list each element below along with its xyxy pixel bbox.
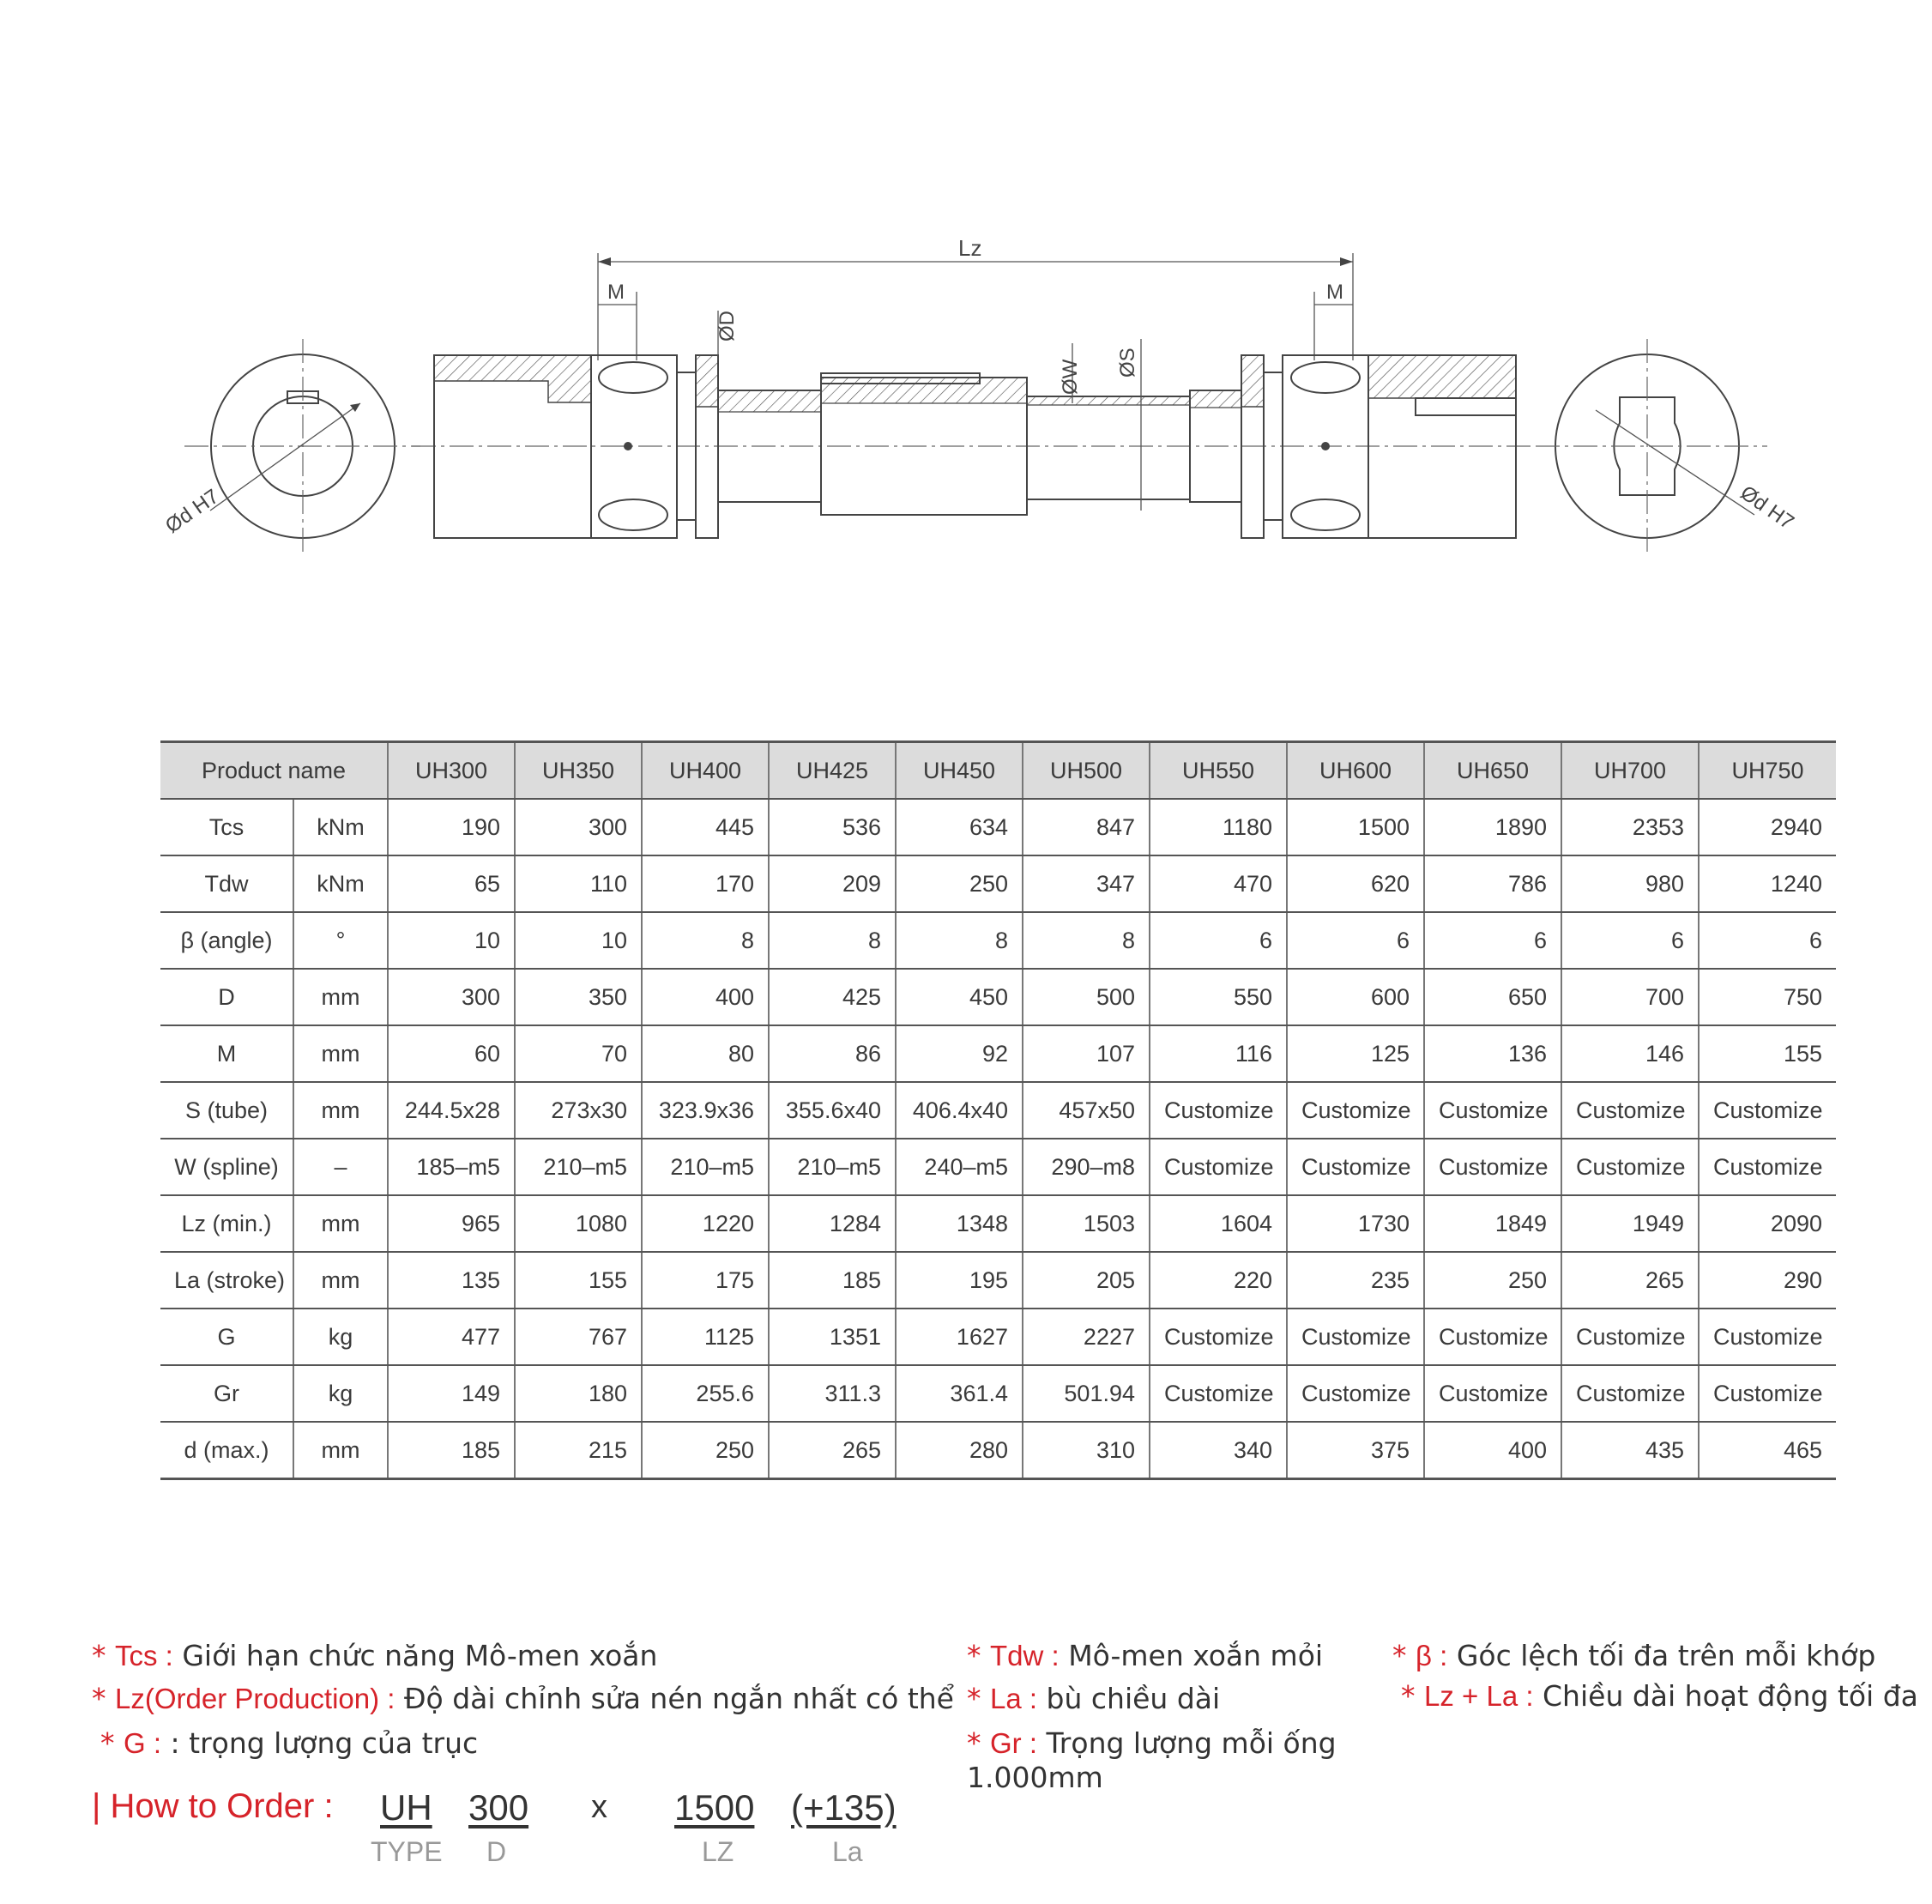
row-unit: kNm <box>293 855 388 912</box>
table-cell: 155 <box>1699 1025 1836 1082</box>
table-cell: 310 <box>1023 1422 1150 1479</box>
table-cell: Customize <box>1287 1309 1424 1365</box>
table-cell: 1604 <box>1150 1195 1287 1252</box>
table-row <box>160 1252 1836 1309</box>
table-cell: 6 <box>1699 912 1836 969</box>
dim-lz <box>598 235 1353 360</box>
table-cell: Customize <box>1424 1139 1561 1195</box>
dim-d-right: Ød H7 <box>1736 481 1798 535</box>
table-cell: 350 <box>515 969 642 1025</box>
table-cell: 1890 <box>1424 799 1561 855</box>
table-cell: 400 <box>642 969 769 1025</box>
table-cell: 1125 <box>642 1309 769 1365</box>
row-unit: kg <box>293 1309 388 1365</box>
table-cell: 1949 <box>1561 1195 1699 1252</box>
table-cell: 300 <box>388 969 515 1025</box>
header-model: UH425 <box>769 742 896 800</box>
table-cell: 375 <box>1287 1422 1424 1479</box>
table-cell: 135 <box>388 1252 515 1309</box>
table-cell: 1240 <box>1699 855 1836 912</box>
table-cell: 1730 <box>1287 1195 1424 1252</box>
table-cell: 1627 <box>896 1309 1023 1365</box>
shaft-drawing <box>0 0 1932 635</box>
row-unit: mm <box>293 1252 388 1309</box>
table-cell: Customize <box>1150 1365 1287 1422</box>
header-model: UH400 <box>642 742 769 800</box>
table-cell: Customize <box>1561 1082 1699 1139</box>
row-label: Lz (min.) <box>160 1195 293 1252</box>
row-label: D <box>160 969 293 1025</box>
central-tube <box>718 339 1241 515</box>
table-cell: 250 <box>642 1422 769 1479</box>
table-cell: 10 <box>388 912 515 969</box>
row-unit: kNm <box>293 799 388 855</box>
table-cell: 1220 <box>642 1195 769 1252</box>
table-cell: 175 <box>642 1252 769 1309</box>
table-cell: 6 <box>1424 912 1561 969</box>
table-cell: 457x50 <box>1023 1082 1150 1139</box>
table-cell: Customize <box>1424 1309 1561 1365</box>
table-cell: 634 <box>896 799 1023 855</box>
left-yoke <box>434 311 739 538</box>
dim-s: ØS <box>1116 348 1139 378</box>
row-label: G <box>160 1309 293 1365</box>
table-cell: Customize <box>1699 1082 1836 1139</box>
table-cell: 8 <box>642 912 769 969</box>
table-cell: Customize <box>1287 1139 1424 1195</box>
how-to-order-title: | How to Order : <box>92 1787 334 1825</box>
table-cell: 767 <box>515 1309 642 1365</box>
table-cell: Customize <box>1424 1082 1561 1139</box>
dim-m-right: M <box>1326 281 1343 304</box>
table-cell: 110 <box>515 855 642 912</box>
table-cell: 500 <box>1023 969 1150 1025</box>
table-cell: 435 <box>1561 1422 1699 1479</box>
table-cell: 470 <box>1150 855 1287 912</box>
table-cell: 600 <box>1287 969 1424 1025</box>
header-model: UH650 <box>1424 742 1561 800</box>
table-cell: 2353 <box>1561 799 1699 855</box>
table-cell: 1849 <box>1424 1195 1561 1252</box>
table-cell: 155 <box>515 1252 642 1309</box>
table-cell: 290–m8 <box>1023 1139 1150 1195</box>
table-cell: 255.6 <box>642 1365 769 1422</box>
note-lz: * Lz(Order Production) : Độ dài chỉnh sửa nén ngắn nhất có thể <box>92 1682 954 1715</box>
table-cell: 311.3 <box>769 1365 896 1422</box>
table-cell: 323.9x36 <box>642 1082 769 1139</box>
note-g: * G : : trọng lượng của trục <box>100 1726 479 1760</box>
table-row <box>160 855 1836 912</box>
table-cell: 8 <box>896 912 1023 969</box>
dim-m-left: M <box>607 281 625 304</box>
table-cell: 149 <box>388 1365 515 1422</box>
table-cell: Customize <box>1150 1139 1287 1195</box>
table-cell: 965 <box>388 1195 515 1252</box>
table-cell: 361.4 <box>896 1365 1023 1422</box>
table-cell: 240–m5 <box>896 1139 1023 1195</box>
table-cell: 8 <box>769 912 896 969</box>
table-cell: 477 <box>388 1309 515 1365</box>
table-cell: 400 <box>1424 1422 1561 1479</box>
table-row <box>160 969 1836 1025</box>
table-row <box>160 1422 1836 1479</box>
table-cell: 847 <box>1023 799 1150 855</box>
row-label: Gr <box>160 1365 293 1422</box>
table-cell: 180 <box>515 1365 642 1422</box>
table-cell: 347 <box>1023 855 1150 912</box>
row-label: M <box>160 1025 293 1082</box>
table-row <box>160 1309 1836 1365</box>
row-label: β (angle) <box>160 912 293 969</box>
table-cell: 1351 <box>769 1309 896 1365</box>
table-cell: 65 <box>388 855 515 912</box>
table-cell: 116 <box>1150 1025 1287 1082</box>
table-cell: 235 <box>1287 1252 1424 1309</box>
dim-w: ØW <box>1059 359 1082 395</box>
table-cell: 6 <box>1287 912 1424 969</box>
table-cell: Customize <box>1561 1365 1699 1422</box>
table-cell: 170 <box>642 855 769 912</box>
table-cell: 190 <box>388 799 515 855</box>
header-model: UH500 <box>1023 742 1150 800</box>
table-cell: 265 <box>769 1422 896 1479</box>
table-header-row <box>160 742 1836 800</box>
table-cell: 205 <box>1023 1252 1150 1309</box>
table-cell: 1348 <box>896 1195 1023 1252</box>
table-cell: 250 <box>1424 1252 1561 1309</box>
row-label: d (max.) <box>160 1422 293 1479</box>
row-label: Tcs <box>160 799 293 855</box>
table-cell: 750 <box>1699 969 1836 1025</box>
header-model: UH300 <box>388 742 515 800</box>
table-row <box>160 912 1836 969</box>
table-cell: 355.6x40 <box>769 1082 896 1139</box>
row-unit: kg <box>293 1365 388 1422</box>
dim-d-left: Ød H7 <box>160 485 224 538</box>
table-cell: 210–m5 <box>642 1139 769 1195</box>
table-cell: 209 <box>769 855 896 912</box>
table-cell: 1180 <box>1150 799 1287 855</box>
table-cell: 406.4x40 <box>896 1082 1023 1139</box>
note-tcs: * Tcs : Giới hạn chức năng Mô-men xoắn <box>92 1639 658 1672</box>
table-cell: 185 <box>388 1422 515 1479</box>
row-unit: mm <box>293 969 388 1025</box>
table-cell: 10 <box>515 912 642 969</box>
table-cell: 550 <box>1150 969 1287 1025</box>
table-cell: 501.94 <box>1023 1365 1150 1422</box>
table-cell: 1284 <box>769 1195 896 1252</box>
table-cell: 300 <box>515 799 642 855</box>
table-cell: 92 <box>896 1025 1023 1082</box>
table-cell: 86 <box>769 1025 896 1082</box>
table-cell: 6 <box>1150 912 1287 969</box>
header-model: UH550 <box>1150 742 1287 800</box>
note-tdw: * Tdw : Mô-men xoắn mỏi <box>967 1639 1324 1672</box>
table-cell: 2090 <box>1699 1195 1836 1252</box>
order-type-label: TYPE <box>371 1836 443 1867</box>
table-cell: 185 <box>769 1252 896 1309</box>
table-cell: 210–m5 <box>769 1139 896 1195</box>
table-cell: 185–m5 <box>388 1139 515 1195</box>
header-model: UH600 <box>1287 742 1424 800</box>
row-label: La (stroke) <box>160 1252 293 1309</box>
table-cell: Customize <box>1561 1309 1699 1365</box>
table-cell: 340 <box>1150 1422 1287 1479</box>
order-d-label: D <box>486 1836 507 1867</box>
table-cell: 60 <box>388 1025 515 1082</box>
order-la-code: (+135) <box>791 1787 897 1828</box>
row-unit: – <box>293 1139 388 1195</box>
table-cell: 536 <box>769 799 896 855</box>
row-unit: ° <box>293 912 388 969</box>
table-cell: Customize <box>1150 1309 1287 1365</box>
table-cell: 1503 <box>1023 1195 1150 1252</box>
right-end-view <box>1536 339 1798 553</box>
left-end-view <box>161 339 420 553</box>
table-cell: 80 <box>642 1025 769 1082</box>
row-unit: mm <box>293 1195 388 1252</box>
table-cell: Customize <box>1287 1365 1424 1422</box>
order-times: x <box>591 1789 607 1825</box>
table-cell: 220 <box>1150 1252 1287 1309</box>
table-cell: 465 <box>1699 1422 1836 1479</box>
table-row <box>160 1082 1836 1139</box>
table-cell: Customize <box>1150 1082 1287 1139</box>
table-cell: Customize <box>1699 1309 1836 1365</box>
table-cell: 1080 <box>515 1195 642 1252</box>
table-cell: 107 <box>1023 1025 1150 1082</box>
note-lz-la: * Lz + La : Chiều dài hoạt động tối đa <box>1401 1679 1918 1713</box>
table-cell: 8 <box>1023 912 1150 969</box>
spec-table <box>160 740 1836 1480</box>
table-cell: 980 <box>1561 855 1699 912</box>
dim-lz-label: Lz <box>958 235 982 261</box>
table-cell: 445 <box>642 799 769 855</box>
table-cell: 700 <box>1561 969 1699 1025</box>
table-cell: 215 <box>515 1422 642 1479</box>
order-type-code: UH <box>380 1787 432 1828</box>
row-unit: mm <box>293 1025 388 1082</box>
table-cell: 650 <box>1424 969 1561 1025</box>
table-cell: 2940 <box>1699 799 1836 855</box>
table-cell: 250 <box>896 855 1023 912</box>
table-cell: 280 <box>896 1422 1023 1479</box>
row-unit: mm <box>293 1422 388 1479</box>
order-la-label: La <box>832 1836 863 1867</box>
header-product-name: Product name <box>160 742 388 800</box>
table-cell: 6 <box>1561 912 1699 969</box>
row-unit: mm <box>293 1082 388 1139</box>
table-cell: 450 <box>896 969 1023 1025</box>
table-cell: Customize <box>1287 1082 1424 1139</box>
table-cell: Customize <box>1699 1139 1836 1195</box>
table-row <box>160 799 1836 855</box>
table-cell: 1500 <box>1287 799 1424 855</box>
table-row <box>160 1025 1836 1082</box>
table-cell: Customize <box>1699 1365 1836 1422</box>
table-cell: 425 <box>769 969 896 1025</box>
table-cell: Customize <box>1561 1139 1699 1195</box>
table-cell: 290 <box>1699 1252 1836 1309</box>
row-label: W (spline) <box>160 1139 293 1195</box>
table-row <box>160 1139 1836 1195</box>
table-row <box>160 1365 1836 1422</box>
order-lz-code: 1500 <box>674 1787 755 1828</box>
order-lz-label: LZ <box>702 1836 734 1867</box>
dim-d: ØD <box>715 311 739 342</box>
order-d-code: 300 <box>468 1787 529 1828</box>
table-cell: 786 <box>1424 855 1561 912</box>
table-cell: 125 <box>1287 1025 1424 1082</box>
row-label: S (tube) <box>160 1082 293 1139</box>
table-cell: 2227 <box>1023 1309 1150 1365</box>
note-beta: * β : Góc lệch tối đa trên mỗi khớp <box>1392 1639 1876 1672</box>
table-cell: 70 <box>515 1025 642 1082</box>
table-cell: 244.5x28 <box>388 1082 515 1139</box>
header-model: UH750 <box>1699 742 1836 800</box>
table-cell: 265 <box>1561 1252 1699 1309</box>
table-cell: 195 <box>896 1252 1023 1309</box>
row-label: Tdw <box>160 855 293 912</box>
note-la: * La : bù chiều dài <box>967 1682 1221 1715</box>
table-cell: 136 <box>1424 1025 1561 1082</box>
header-model: UH350 <box>515 742 642 800</box>
table-cell: 210–m5 <box>515 1139 642 1195</box>
table-cell: 146 <box>1561 1025 1699 1082</box>
table-cell: 620 <box>1287 855 1424 912</box>
note-gr: * Gr : Trọng lượng mỗi ống 1.000mm <box>967 1726 1337 1794</box>
header-model: UH700 <box>1561 742 1699 800</box>
header-model: UH450 <box>896 742 1023 800</box>
table-cell: 273x30 <box>515 1082 642 1139</box>
table-row <box>160 1195 1836 1252</box>
table-cell: Customize <box>1424 1365 1561 1422</box>
